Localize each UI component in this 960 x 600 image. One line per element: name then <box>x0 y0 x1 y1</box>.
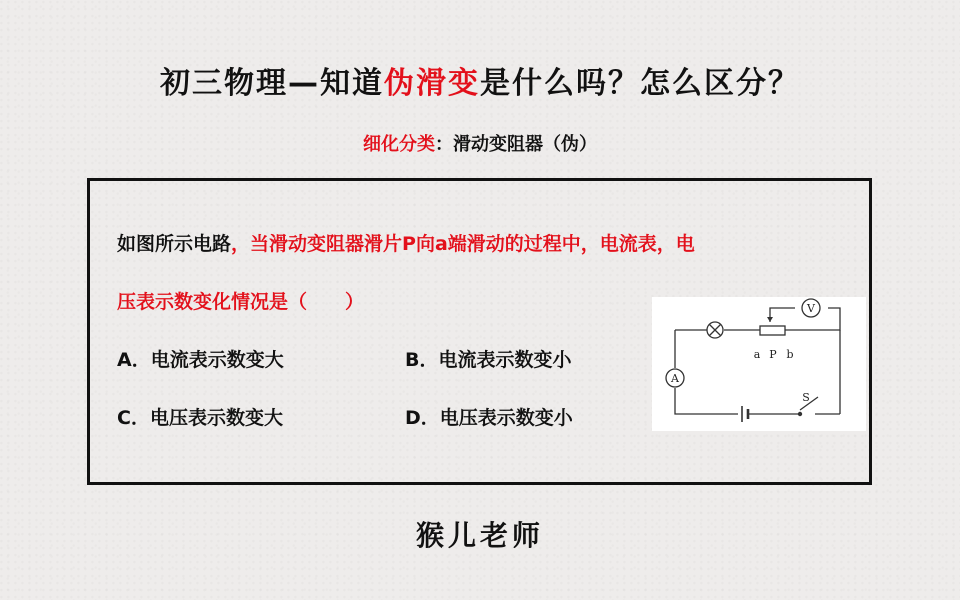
rheostat-label-b: b <box>786 348 794 361</box>
title-highlight: 伪滑变 <box>384 66 480 101</box>
switch-label: S <box>802 391 810 404</box>
ammeter-label: A <box>671 372 679 385</box>
rheostat-icon <box>760 326 785 335</box>
question-intro: 如图所示电路 <box>117 233 232 255</box>
title-part2: 是什么吗？怎么区分？ <box>480 66 800 101</box>
title-part1: 初三物理—知道 <box>160 66 384 101</box>
author-name: 猴儿老师 <box>415 519 544 552</box>
question-highlight-2: 压表示数变化情况是（ ） <box>117 291 365 313</box>
question-line-2 <box>117 287 364 314</box>
question-line-1 <box>117 229 695 256</box>
voltmeter-label: V <box>807 302 815 315</box>
question-highlight-1: ，当滑动变阻器滑片P向a端滑动的过程中，电流表，电 <box>231 233 695 255</box>
switch-contact-icon <box>798 412 802 416</box>
category-value: 滑动变阻器（伪） <box>453 134 597 155</box>
page-title <box>0 58 960 102</box>
circuit-diagram <box>652 297 866 431</box>
option-c: C．电压表示数变大 <box>117 407 283 429</box>
category-subtitle <box>0 130 960 156</box>
category-label: 细化分类 <box>363 134 435 155</box>
option-a: A．电流表示数变大 <box>117 349 284 371</box>
rheostat-label-a: a <box>753 348 761 361</box>
option-b: B．电流表示数变小 <box>405 349 572 371</box>
circuit-svg <box>652 297 866 431</box>
slider-arrow-icon <box>767 317 773 322</box>
wire-slider <box>770 308 795 322</box>
category-colon: ： <box>435 134 453 155</box>
lamp-cross <box>710 325 721 336</box>
rheostat-label-p: P <box>769 348 777 361</box>
wire-bottom-left <box>675 388 738 414</box>
option-d: D．电压表示数变小 <box>405 407 573 429</box>
